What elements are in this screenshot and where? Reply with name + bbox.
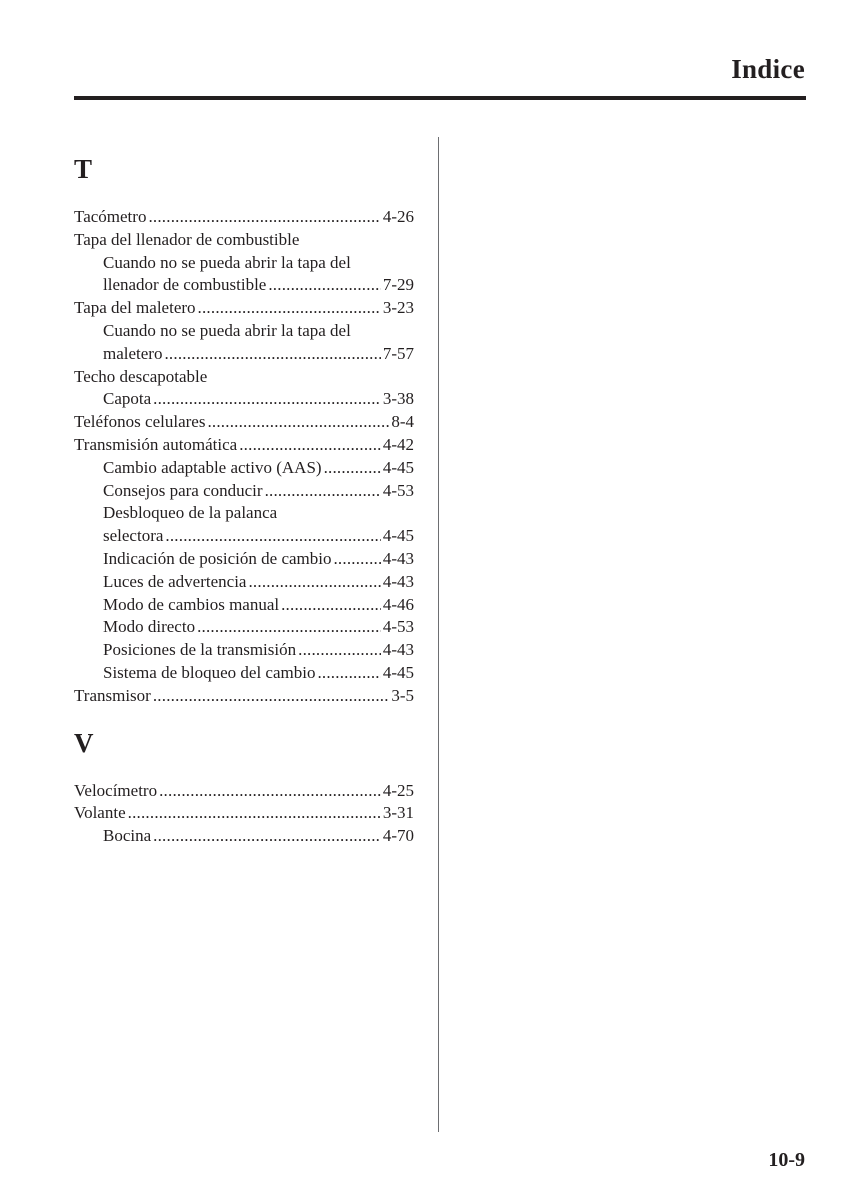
entry-page-ref: 4-53 bbox=[382, 480, 414, 500]
entry-label: Techo descapotable bbox=[74, 366, 208, 386]
entry-label: Cambio adaptable activo (AAS) bbox=[103, 457, 322, 477]
header-rule bbox=[74, 96, 806, 100]
entry-page-ref: 4-45 bbox=[382, 662, 414, 682]
entry-page-ref: 7-29 bbox=[382, 275, 414, 295]
index-subentry bbox=[74, 320, 414, 343]
entry-label: selectora bbox=[103, 526, 164, 546]
entry-page-ref: 4-43 bbox=[382, 640, 414, 660]
entry-label: Luces de advertencia bbox=[103, 571, 247, 591]
entry-label: Tacómetro bbox=[74, 207, 147, 226]
dot-leader bbox=[165, 525, 380, 548]
entry-page-ref: 3-38 bbox=[382, 389, 414, 409]
dot-leader bbox=[197, 616, 381, 639]
entry-label: Volante bbox=[74, 803, 126, 823]
entry-label: Velocímetro bbox=[74, 780, 158, 800]
page-title: Indice bbox=[731, 54, 805, 84]
entry-label: Sistema de bloqueo del cambio bbox=[103, 662, 316, 682]
dot-leader bbox=[324, 457, 381, 480]
entry-label: Posiciones de la transmisión bbox=[103, 640, 297, 660]
entry-page-ref: 3-5 bbox=[391, 685, 414, 705]
entry-label: Transmisor bbox=[74, 685, 151, 705]
entry-page-ref: 7-57 bbox=[382, 343, 414, 363]
entry-page-ref: 8-4 bbox=[391, 412, 414, 432]
dot-leader bbox=[317, 662, 380, 685]
entry-label: Teléfonos celulares bbox=[74, 412, 206, 432]
index-subentry bbox=[74, 388, 414, 411]
column-divider bbox=[438, 137, 439, 1132]
index-subentry bbox=[74, 616, 414, 639]
entry-label: Transmisión automática bbox=[74, 434, 238, 454]
entry-label: Modo de cambios manual bbox=[103, 594, 280, 614]
entry-label: Tapa del maletero bbox=[74, 298, 196, 318]
dot-leader bbox=[159, 780, 381, 803]
dot-leader bbox=[207, 411, 389, 434]
entry-label: Consejos para conducir bbox=[103, 480, 263, 500]
index-entry bbox=[74, 411, 414, 434]
index-entry bbox=[74, 229, 414, 252]
index-subentry bbox=[74, 252, 414, 275]
entry-label: Modo directo bbox=[103, 617, 196, 637]
entry-page-ref: 3-23 bbox=[382, 298, 414, 318]
index-subentry bbox=[74, 594, 414, 617]
index-subentry bbox=[74, 662, 414, 685]
entry-page-ref: 4-25 bbox=[382, 780, 414, 800]
entry-page-ref: 4-45 bbox=[382, 526, 414, 546]
page-number: 10-9 bbox=[768, 1149, 805, 1171]
index-entry bbox=[74, 434, 414, 457]
section-letter: V bbox=[74, 727, 94, 758]
dot-leader bbox=[281, 594, 381, 617]
dot-leader bbox=[248, 571, 380, 594]
entry-page-ref: 4-45 bbox=[382, 457, 414, 477]
index-entry bbox=[74, 206, 414, 229]
index-subentry bbox=[74, 480, 414, 503]
dot-leader bbox=[153, 685, 389, 708]
index-entry bbox=[74, 297, 414, 320]
index-column bbox=[74, 146, 414, 848]
index-entry bbox=[74, 366, 414, 389]
entry-page-ref: 4-53 bbox=[382, 617, 414, 637]
index-subentry bbox=[74, 639, 414, 662]
index-subentry bbox=[74, 502, 414, 525]
entry-label: Tapa del llenador de combustible bbox=[74, 229, 300, 249]
entry-label: maletero bbox=[103, 343, 163, 363]
dot-leader bbox=[333, 548, 380, 571]
entry-label: Indicación de posición de cambio bbox=[103, 548, 332, 568]
entry-page-ref: 4-70 bbox=[382, 826, 414, 846]
entry-label: llenador de combustible bbox=[103, 275, 267, 295]
entry-page-ref: 4-26 bbox=[382, 207, 414, 226]
index-subentry bbox=[74, 274, 414, 297]
index-entry bbox=[74, 685, 414, 708]
dot-leader bbox=[153, 825, 381, 848]
dot-leader bbox=[268, 274, 380, 297]
index-entry bbox=[74, 780, 414, 803]
entry-label: Cuando no se pueda abrir la tapa del bbox=[103, 320, 351, 340]
index-subentry bbox=[74, 825, 414, 848]
entry-label: Cuando no se pueda abrir la tapa del bbox=[103, 252, 351, 272]
dot-leader bbox=[198, 297, 381, 320]
entry-page-ref: 4-42 bbox=[382, 434, 414, 454]
dot-leader bbox=[128, 802, 381, 825]
index-entry bbox=[74, 802, 414, 825]
dot-leader bbox=[153, 388, 381, 411]
index-section bbox=[74, 726, 414, 848]
dot-leader bbox=[265, 480, 381, 503]
dot-leader bbox=[239, 434, 381, 457]
section-letter: T bbox=[74, 154, 93, 184]
index-subentry bbox=[74, 457, 414, 480]
index-subentry bbox=[74, 571, 414, 594]
entry-page-ref: 4-43 bbox=[382, 548, 414, 568]
dot-leader bbox=[148, 206, 380, 229]
dot-leader bbox=[164, 343, 380, 366]
index-subentry bbox=[74, 343, 414, 366]
entry-label: Desbloqueo de la palanca bbox=[103, 503, 278, 523]
entry-page-ref: 4-43 bbox=[382, 571, 414, 591]
index-subentry bbox=[74, 548, 414, 571]
entry-page-ref: 4-46 bbox=[382, 594, 414, 614]
index-section bbox=[74, 152, 414, 708]
entry-label: Bocina bbox=[103, 826, 152, 846]
dot-leader bbox=[298, 639, 381, 662]
entry-page-ref: 3-31 bbox=[382, 803, 414, 823]
index-subentry bbox=[74, 525, 414, 548]
entry-label: Capota bbox=[103, 389, 152, 409]
